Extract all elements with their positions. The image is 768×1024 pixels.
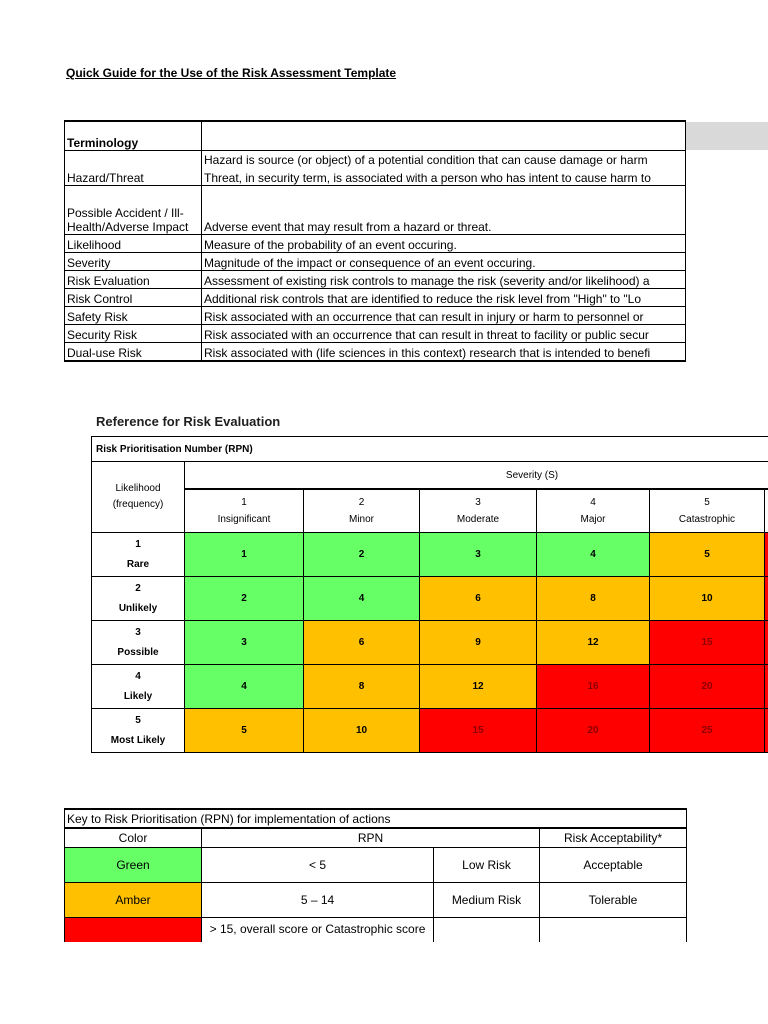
rpn-cell: 25 xyxy=(650,709,765,753)
terminology-table xyxy=(64,120,686,362)
matrix-row xyxy=(92,577,768,621)
severity-col-name: Minor xyxy=(348,514,374,525)
rpn-cell: 15 xyxy=(650,621,765,665)
severity-col-5 xyxy=(650,489,765,533)
rpn-cell: 4 xyxy=(537,533,650,577)
matrix-row xyxy=(92,533,768,577)
rpn-cell-overflow xyxy=(765,621,768,665)
rpn-cell: 9 xyxy=(420,621,537,665)
rpn-cell: 2 xyxy=(185,577,304,621)
terminology-table-container xyxy=(64,120,768,372)
severity-label: Severity (S) xyxy=(185,462,768,490)
rpn-cell: 20 xyxy=(650,665,765,709)
matrix-row xyxy=(92,709,768,753)
matrix-row xyxy=(92,621,768,665)
key-header: Key to Risk Prioritisation (RPN) for implementation of actions xyxy=(65,809,687,828)
definition-likelihood: Measure of the probability of an event occuring. xyxy=(202,235,686,253)
likelihood-number: 2 xyxy=(135,582,141,594)
rpn-cell: 15 xyxy=(420,709,537,753)
key-table-container xyxy=(64,808,688,942)
term-security-risk: Security Risk xyxy=(65,325,202,343)
rpn-cell: 5 xyxy=(185,709,304,753)
severity-col-number: 3 xyxy=(475,497,481,508)
key-level-green: Low Risk xyxy=(434,848,540,883)
key-col-acceptability: Risk Acceptability* xyxy=(540,828,687,848)
term-dual-use-risk: Dual-use Risk xyxy=(65,343,202,362)
terminology-header-blank xyxy=(202,121,686,151)
severity-col-name: Moderate xyxy=(456,514,500,525)
rpn-label: Risk Prioritisation Number (RPN) xyxy=(92,437,768,462)
definition-line: Threat, in security term, is associated with a person who has intent to cause harm to xyxy=(204,171,651,185)
likelihood-name: Unlikely xyxy=(118,602,158,614)
term-likelihood: Likelihood xyxy=(65,235,202,253)
rpn-cell-overflow xyxy=(765,533,768,577)
matrix-title: Reference for Risk Evaluation xyxy=(96,414,281,429)
rpn-cell-overflow xyxy=(765,709,768,753)
key-rpn-red: > 15, overall score or Catastrophic score xyxy=(202,918,434,943)
key-col-color: Color xyxy=(65,828,202,848)
key-rpn-green: < 5 xyxy=(202,848,434,883)
rpn-cell: 3 xyxy=(420,533,537,577)
matrix-row xyxy=(92,665,768,709)
rpn-cell-overflow xyxy=(765,577,768,621)
definition-dual-use-risk: Risk associated with (life sciences in this context) research that is intended to benefi xyxy=(202,343,686,362)
severity-col-number: 4 xyxy=(590,497,596,508)
rpn-cell: 3 xyxy=(185,621,304,665)
key-acceptability-amber: Tolerable xyxy=(540,883,687,918)
likelihood-name: Possible xyxy=(117,646,159,658)
rpn-cell: 10 xyxy=(650,577,765,621)
severity-col-3 xyxy=(420,489,537,533)
likelihood-number: 4 xyxy=(135,670,141,682)
severity-col-name: Insignificant xyxy=(217,514,271,525)
severity-col-name: Catastrophic xyxy=(678,514,736,525)
terminology-header: Terminology xyxy=(65,121,202,151)
rpn-cell: 8 xyxy=(537,577,650,621)
definition-safety-risk: Risk associated with an occurrence that can result in injury or harm to personnel or xyxy=(202,307,686,325)
key-color-red xyxy=(65,918,202,943)
likelihood-name: Rare xyxy=(126,558,150,570)
key-col-rpn: RPN xyxy=(202,828,540,848)
likelihood-number: 1 xyxy=(135,538,141,550)
likelihood-label xyxy=(92,462,185,533)
severity-col-number: 1 xyxy=(241,497,247,508)
severity-col-overflow xyxy=(765,489,768,533)
rpn-cell: 8 xyxy=(304,665,420,709)
likelihood-label-line: Likelihood xyxy=(115,483,161,494)
likelihood-row-label xyxy=(92,577,185,621)
likelihood-number: 3 xyxy=(135,626,141,638)
definition-risk-control: Additional risk controls that are identified to reduce the risk level from "High" to "Lo xyxy=(202,289,686,307)
page-title: Quick Guide for the Use of the Risk Assessment Template xyxy=(66,66,397,80)
definition-line: Hazard is source (or object) of a potential condition that can cause damage or harm xyxy=(204,153,648,167)
likelihood-row-label xyxy=(92,665,185,709)
key-color-amber: Amber xyxy=(65,883,202,918)
term-possible-accident: Possible Accident / Ill-Health/Adverse Impact xyxy=(65,186,202,235)
definition-security-risk: Risk associated with an occurrence that can result in threat to facility or public secur xyxy=(202,325,686,343)
rpn-cell: 4 xyxy=(185,665,304,709)
severity-col-1 xyxy=(185,489,304,533)
rpn-cell: 4 xyxy=(304,577,420,621)
key-level-red xyxy=(434,918,540,943)
rpn-cell: 6 xyxy=(304,621,420,665)
rpn-cell: 16 xyxy=(537,665,650,709)
key-color-green: Green xyxy=(65,848,202,883)
risk-matrix-container xyxy=(91,436,768,754)
key-acceptability-green: Acceptable xyxy=(540,848,687,883)
likelihood-row-label xyxy=(92,621,185,665)
likelihood-label-line: (frequency) xyxy=(112,499,164,510)
term-severity: Severity xyxy=(65,253,202,271)
key-table xyxy=(64,808,687,942)
definition-risk-evaluation: Assessment of existing risk controls to manage the risk (severity and/or likelihood) a xyxy=(202,271,686,289)
rpn-cell: 5 xyxy=(650,533,765,577)
term-safety-risk: Safety Risk xyxy=(65,307,202,325)
key-rpn-amber: 5 – 14 xyxy=(202,883,434,918)
severity-col-2 xyxy=(304,489,420,533)
likelihood-row-label xyxy=(92,533,185,577)
term-hazard: Hazard/Threat xyxy=(65,151,202,186)
likelihood-number: 5 xyxy=(135,714,141,726)
definition-hazard xyxy=(202,151,686,186)
rpn-cell: 1 xyxy=(185,533,304,577)
rpn-cell: 12 xyxy=(420,665,537,709)
key-acceptability-red xyxy=(540,918,687,943)
likelihood-name: Likely xyxy=(123,690,153,702)
key-level-amber: Medium Risk xyxy=(434,883,540,918)
rpn-cell: 12 xyxy=(537,621,650,665)
severity-col-number: 5 xyxy=(704,497,710,508)
rpn-cell-overflow xyxy=(765,665,768,709)
definition-possible-accident: Adverse event that may result from a hazard or threat. xyxy=(202,186,686,235)
rpn-cell: 6 xyxy=(420,577,537,621)
rpn-cell: 2 xyxy=(304,533,420,577)
risk-matrix xyxy=(91,436,768,753)
definition-severity: Magnitude of the impact or consequence of an event occuring. xyxy=(202,253,686,271)
severity-col-4 xyxy=(537,489,650,533)
rpn-cell: 20 xyxy=(537,709,650,753)
term-risk-evaluation: Risk Evaluation xyxy=(65,271,202,289)
severity-col-name: Major xyxy=(580,514,606,525)
rpn-cell: 10 xyxy=(304,709,420,753)
term-risk-control: Risk Control xyxy=(65,289,202,307)
likelihood-row-label xyxy=(92,709,185,753)
likelihood-name: Most Likely xyxy=(110,734,166,746)
severity-col-number: 2 xyxy=(358,497,365,508)
